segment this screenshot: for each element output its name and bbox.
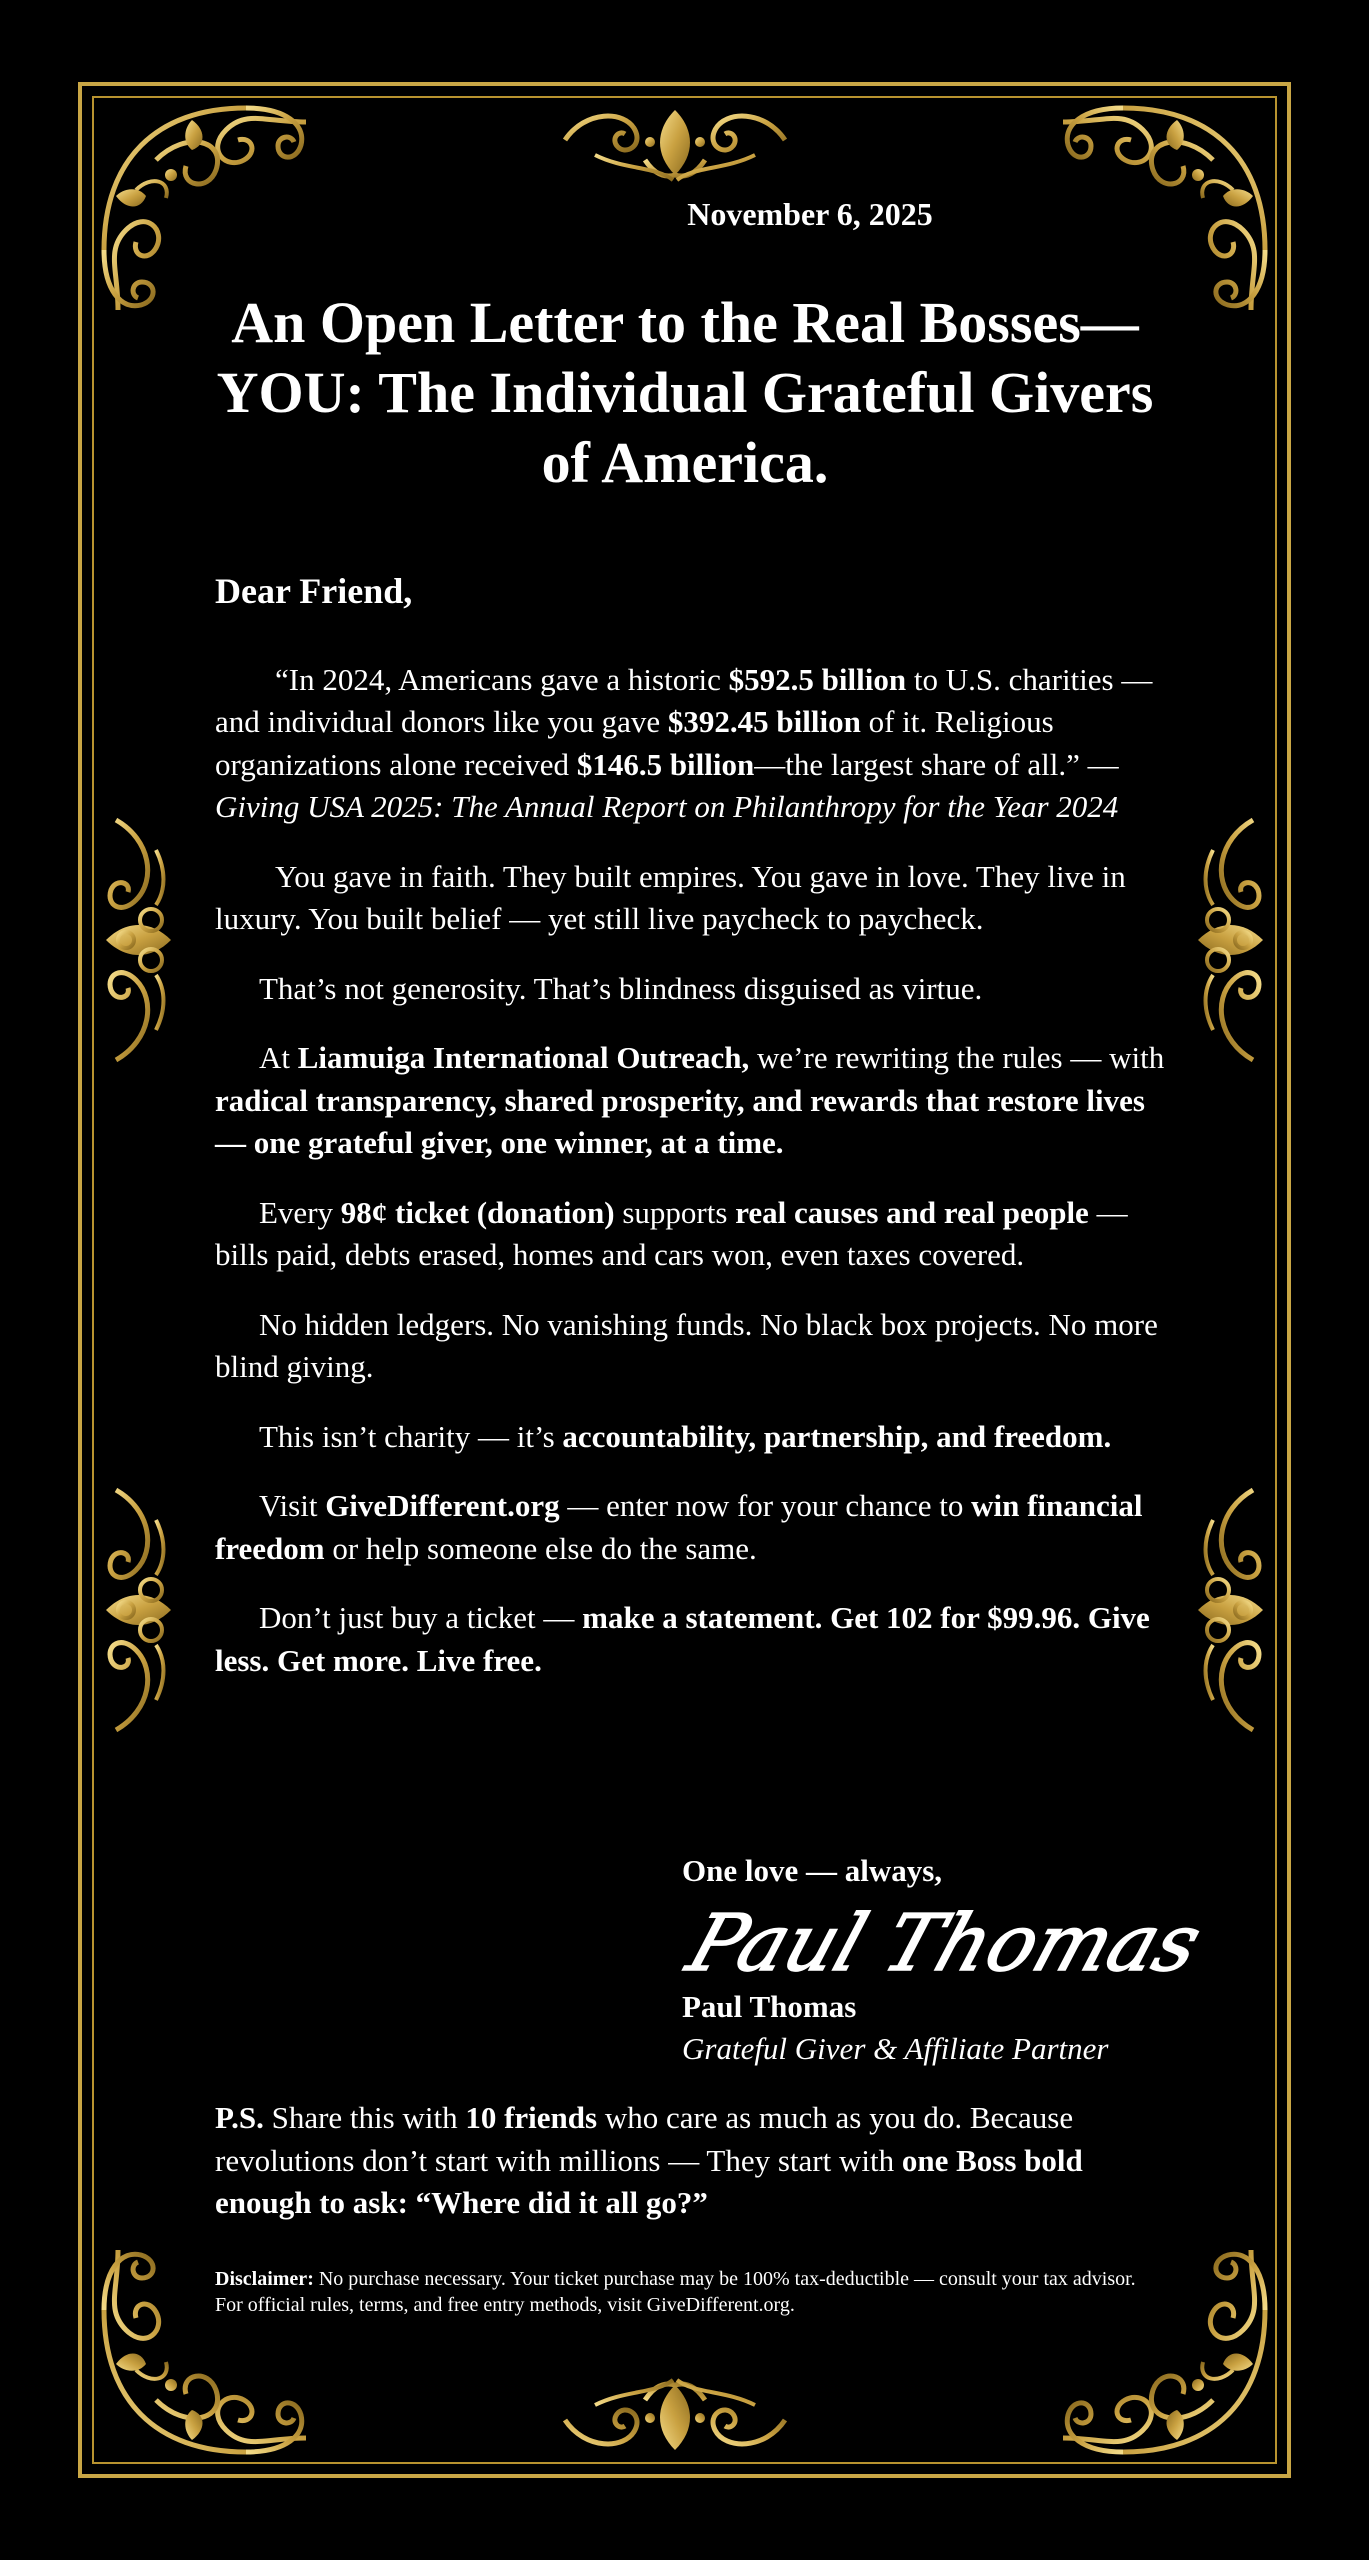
values-text: accountability, partnership, and freedom. xyxy=(562,1418,1112,1454)
corner-ornament-top-right xyxy=(1058,100,1273,315)
ledgers-paragraph: No hidden ledgers. No vanishing funds. No black box projects. No more blind giving. xyxy=(215,1306,1158,1384)
paragraph-text: Every xyxy=(259,1194,341,1230)
paragraph-text: we’re rewriting the rules — with xyxy=(749,1040,1165,1075)
quote-text: “In 2024, Americans gave a historic xyxy=(275,661,729,697)
signer-title: Grateful Giver & Affiliate Partner xyxy=(682,2031,1109,2066)
amount-total: $592.5 billion xyxy=(728,661,907,697)
signature-block xyxy=(677,1850,1213,2070)
salutation: Dear Friend, xyxy=(215,571,413,611)
paragraph-text: — bills paid, debts erased, homes and cars won, even taxes covered. xyxy=(215,1194,1128,1272)
side-ornament-right-upper xyxy=(1193,810,1273,1070)
handwritten-signature xyxy=(677,1897,1213,1989)
disclaimer xyxy=(215,2266,1165,2318)
signer-name: Paul Thomas xyxy=(682,1989,857,2024)
bottom-center-ornament xyxy=(555,2375,795,2460)
letter-body xyxy=(215,570,1165,1709)
faith-paragraph: You gave in faith. They built empires. You gave in love. They live in luxury. You built belief — yet still live paycheck to paycheck. xyxy=(215,858,1126,936)
amount-religious: $146.5 billion xyxy=(576,746,755,782)
causes-text: real causes and real people xyxy=(735,1194,1089,1230)
ps-text: Share this with xyxy=(263,2100,466,2135)
quote-text: —the largest share of all.” — xyxy=(754,746,1119,782)
side-ornament-left-lower xyxy=(96,1480,176,1740)
disclaimer-label: Disclaimer: xyxy=(215,2268,314,2290)
mission-statement: radical transparency, shared prosperity, and rewards that restore lives — one grateful giver, one winner, at a time. xyxy=(215,1082,1145,1160)
letter-title: An Open Letter to the Real Bosses—YOU: The Individual Grateful Givers of America. xyxy=(216,290,1154,495)
ps-text: who care as much as you do. Because revolutions don’t start with millions — They start with xyxy=(215,2100,1074,2178)
corner-ornament-top-left xyxy=(96,100,311,315)
amount-individual: $392.45 billion xyxy=(667,704,861,739)
paragraph-text: or help someone else do the same. xyxy=(324,1530,757,1566)
disclaimer-text: No purchase necessary. Your ticket purchase may be 100% tax-deductible — consult your tax advisor. For official rules, terms, and free entry methods, visit GiveDifferent.org. xyxy=(215,2268,1136,2316)
website-link: GiveDifferent.org xyxy=(325,1488,560,1523)
top-center-ornament xyxy=(555,100,795,185)
ps-label: P.S. xyxy=(215,2100,264,2135)
quote-text: to U.S. charities — and individual donors like you gave xyxy=(215,661,1153,739)
paragraph-text: supports xyxy=(614,1194,736,1230)
signature-text: Paul Thomas xyxy=(677,1897,1213,1989)
ps-friends: 10 friends xyxy=(465,2100,598,2135)
side-ornament-left-upper xyxy=(96,810,176,1070)
statement-paragraph xyxy=(215,1597,1165,1682)
letter-date: November 6, 2025 xyxy=(687,196,933,232)
charity-paragraph xyxy=(215,1416,1165,1459)
organization-paragraph xyxy=(215,1037,1165,1165)
win-text: win financial freedom xyxy=(215,1488,1143,1566)
visit-paragraph xyxy=(215,1485,1165,1570)
ps-question: one Boss bold enough to ask: “Where did it all go?” xyxy=(215,2142,1083,2220)
postscript xyxy=(215,2097,1165,2225)
paragraph-text: Visit xyxy=(259,1488,326,1523)
closing: One love — always, xyxy=(682,1853,943,1888)
offer-text: make a statement. Get 102 for $99.96. Give less. Get more. Live free. xyxy=(215,1600,1150,1678)
paragraph-text: Don’t just buy a ticket — xyxy=(259,1600,583,1635)
generosity-paragraph: That’s not generosity. That’s blindness disguised as virtue. xyxy=(259,970,983,1006)
quote-paragraph xyxy=(215,659,1165,829)
quote-source: Giving USA 2025: The Annual Report on Philanthropy for the Year 2024 xyxy=(215,789,1119,824)
quote-text: of it. Religious organizations alone received xyxy=(215,704,1054,782)
paragraph-text: — enter now for your chance to xyxy=(559,1488,972,1523)
organization-name: Liamuiga International Outreach, xyxy=(297,1040,750,1075)
ticket-price: 98¢ ticket (donation) xyxy=(340,1194,615,1230)
ticket-paragraph xyxy=(215,1192,1165,1277)
paragraph-text: At xyxy=(259,1040,298,1075)
side-ornament-right-lower xyxy=(1193,1480,1273,1740)
paragraph-text: This isn’t charity — it’s xyxy=(259,1418,563,1454)
